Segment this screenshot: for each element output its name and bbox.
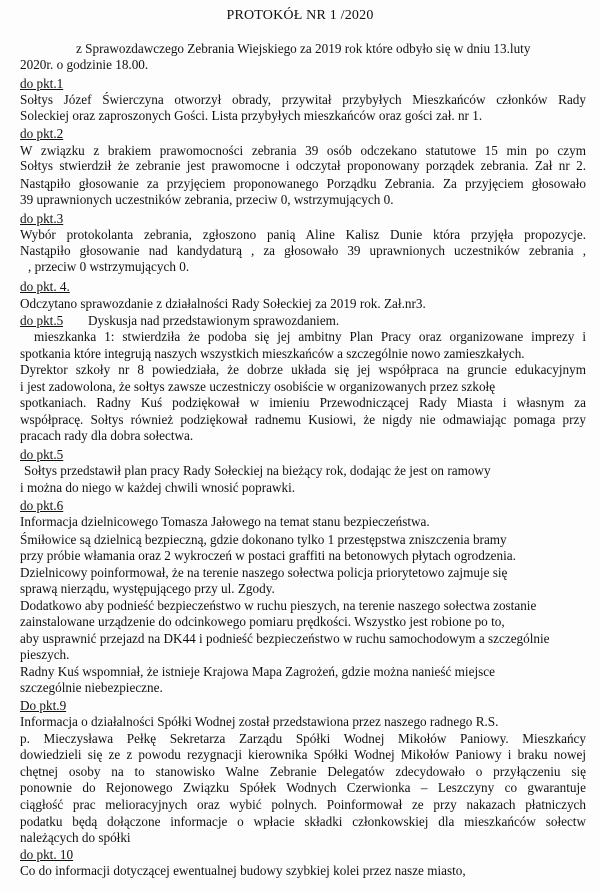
text-line: przy próbie włamania oraz 2 wykroczeń w postaci graffiti na betonowych płytach ogrodzenia. (20, 548, 516, 564)
text-line: ponownie do Rejonowego Związku Spółek Wodnych Czerwionka – Leszczyny co gwarantuje (20, 780, 586, 796)
text-line: sprawą nierządu, występującego przy ul. Zgody. (20, 581, 275, 597)
text-line: pracach rady dla dobra sołectwa. (20, 428, 194, 444)
section-heading: do pkt. 10 (20, 846, 74, 862)
section-heading: do pkt.2 (20, 126, 64, 142)
text-line: Co do informacji dotyczącej ewentualnej budowy szybkiej kolei przez nasze miasto, (20, 863, 466, 878)
section-heading: Do pkt.9 (20, 697, 67, 713)
text-line: , przeciw 0 wstrzymujących 0. (28, 259, 190, 275)
text-line: Nastąpiło głosowanie nad kandydaturą , za głosowało 39 uprawnionych uczestników zebrania , (20, 242, 586, 258)
text-line: Dzielnicowy poinformował, że na terenie naszego sołectwa policja priorytetowo zajmuje się (20, 564, 508, 580)
section-heading: do pkt.5 (20, 312, 64, 328)
text-line: podatku będą dołączone informacje o wpłacie składki członkowskiej dla mieszkańców sołectw (20, 813, 586, 829)
text-line: ciągłość prac melioracyjnych oraz wybić polnych. Poinformował ze przy nakazach płatniczych (20, 796, 586, 812)
text-line: 2020r. o godzinie 18.00. (20, 56, 149, 72)
text-line: Dyrektor szkoły nr 8 powiedziała, że dobrze układa się jej współpraca na gruncie edukacyjnym (20, 362, 586, 378)
text-line: Informacja o działalności Spółki Wodnej został przedstawiona przez naszego radnego R.S. (20, 714, 499, 730)
text-line: W związku z brakiem prawomocności zebrania 39 osób odczekano statutowe 15 min po czym (20, 142, 586, 158)
text-line: dowiedzieli się ze z powodu rezygnacji kierownika Spółki Wodnej Mikołów Paniowy i braku nowej (20, 747, 586, 763)
text-line: Wybór protokolanta zebrania, zgłoszono panią Aline Kalisz Dunie która przyjęła propozycje. (20, 227, 586, 243)
text-line: z Sprawozdawczego Zebrania Wiejskiego za 2019 rok które odbyło się w dniu 13.luty (76, 41, 531, 56)
text-line: należących do spółki (20, 830, 131, 845)
text-line: Radny Kuś wspomniał, że istnieje Krajowa Mapa Zagrożeń, gdzie można nanieść miejsce (20, 663, 495, 679)
text-line: Śmiłowice są dzielnicą bezpieczną, gdzie dokonano tylko 1 przestępstwa zniszczenia bramy (20, 531, 507, 547)
text-line: Informacja dzielnicowego Tomasza Jałowego na temat stanu bezpieczeństwa. (20, 514, 430, 530)
text-line: i jest zadowolona, że sołtys zawsze uczestniczy osobiście w organizowanych przez szkołę (20, 378, 496, 394)
text-line: aby usprawnić przejazd na DK44 i podnieść bezpieczeństwo w ruchu samochodowym a szczególnie (20, 630, 550, 646)
text-line: spotkaniach. Radny Kuś podziękował w imieniu Przewodniczącej Rady Miasta i własnym za (20, 395, 586, 411)
text-line: Sołtys stwierdził że zebranie jest prawomocne i odczytał proponowany porządek zebrania. Zał nr 2. (20, 158, 586, 174)
text-line: Odczytano sprawozdanie z działalności Rady Sołeckiej za 2019 rok. Zał.nr3. (20, 296, 426, 311)
text-line: chętnej osoby na to stanowisko Walne Zebranie Delegatów zdecydowało o przyłączeniu się (20, 763, 586, 779)
section-heading: do pkt.5 (20, 446, 64, 462)
text-line: zainstalowane urządzenie do odcinkowego pomiaru prędkości. Wszystko jest robione po to, (20, 614, 505, 630)
section-heading: do pkt. 4. (20, 278, 70, 294)
text-line: p. Mieczysława Pełkę Sekretarza Zarządu Spółki Wodnej Mikołów Paniowy. Mieszkańcy (20, 730, 586, 746)
text-line: mieszkanka 1: stwierdziła że podoba się jej ambitny Plan Pracy oraz organizowane imprezy i (34, 329, 586, 345)
text-line: i można do niego w każdej chwili wnosić poprawki. (20, 479, 296, 495)
text-line: spotkania które integrują naszych wszystkich mieszkańców a szczególnie nowo zamieszkałych. (20, 345, 525, 361)
section-heading: do pkt.6 (20, 497, 64, 513)
text-line: Soleckiej oraz zaproszonych Gości. Lista przybyłych mieszkańców oraz gości zał. nr 1. (20, 108, 483, 123)
text-line: 39 uprawnionych uczestników zebrania, przeciw 0, wstrzymujących 0. (20, 192, 394, 208)
section-heading: do pkt.1 (20, 75, 64, 91)
document-title: PROTOKÓŁ NR 1 /2020 (226, 8, 374, 23)
text-line: Sołtys przedstawił plan pracy Rady Sołeckiej na bieżący rok, dodając że jest on ramowy (24, 463, 491, 478)
text-line: pieszych. (20, 647, 70, 663)
text-line: Dodatkowo aby podnieść bezpieczeństwo w ruchu pieszych, na terenie naszego sołectwa zostanie (20, 597, 537, 613)
text-line: szczególnie niebezpieczne. (20, 680, 163, 696)
text-line: Sołtys Józef Świerczyna otworzył obrady, przywitał przybyłych Mieszkańców członków Rady (20, 92, 586, 108)
text-line: Nastąpiło głosowanie za przyjęciem proponowanego Porządku Zebrania. Za przyjęciem głosowało (20, 175, 586, 191)
section-heading: do pkt.3 (20, 210, 64, 226)
text-line: Dyskusja nad przedstawionym sprawozdaniem. (88, 312, 340, 328)
text-line: współpracę. Sołtys również podziękował radnemu Kusiowi, że nigdy nie odmawiając pomaga przy (20, 411, 586, 427)
